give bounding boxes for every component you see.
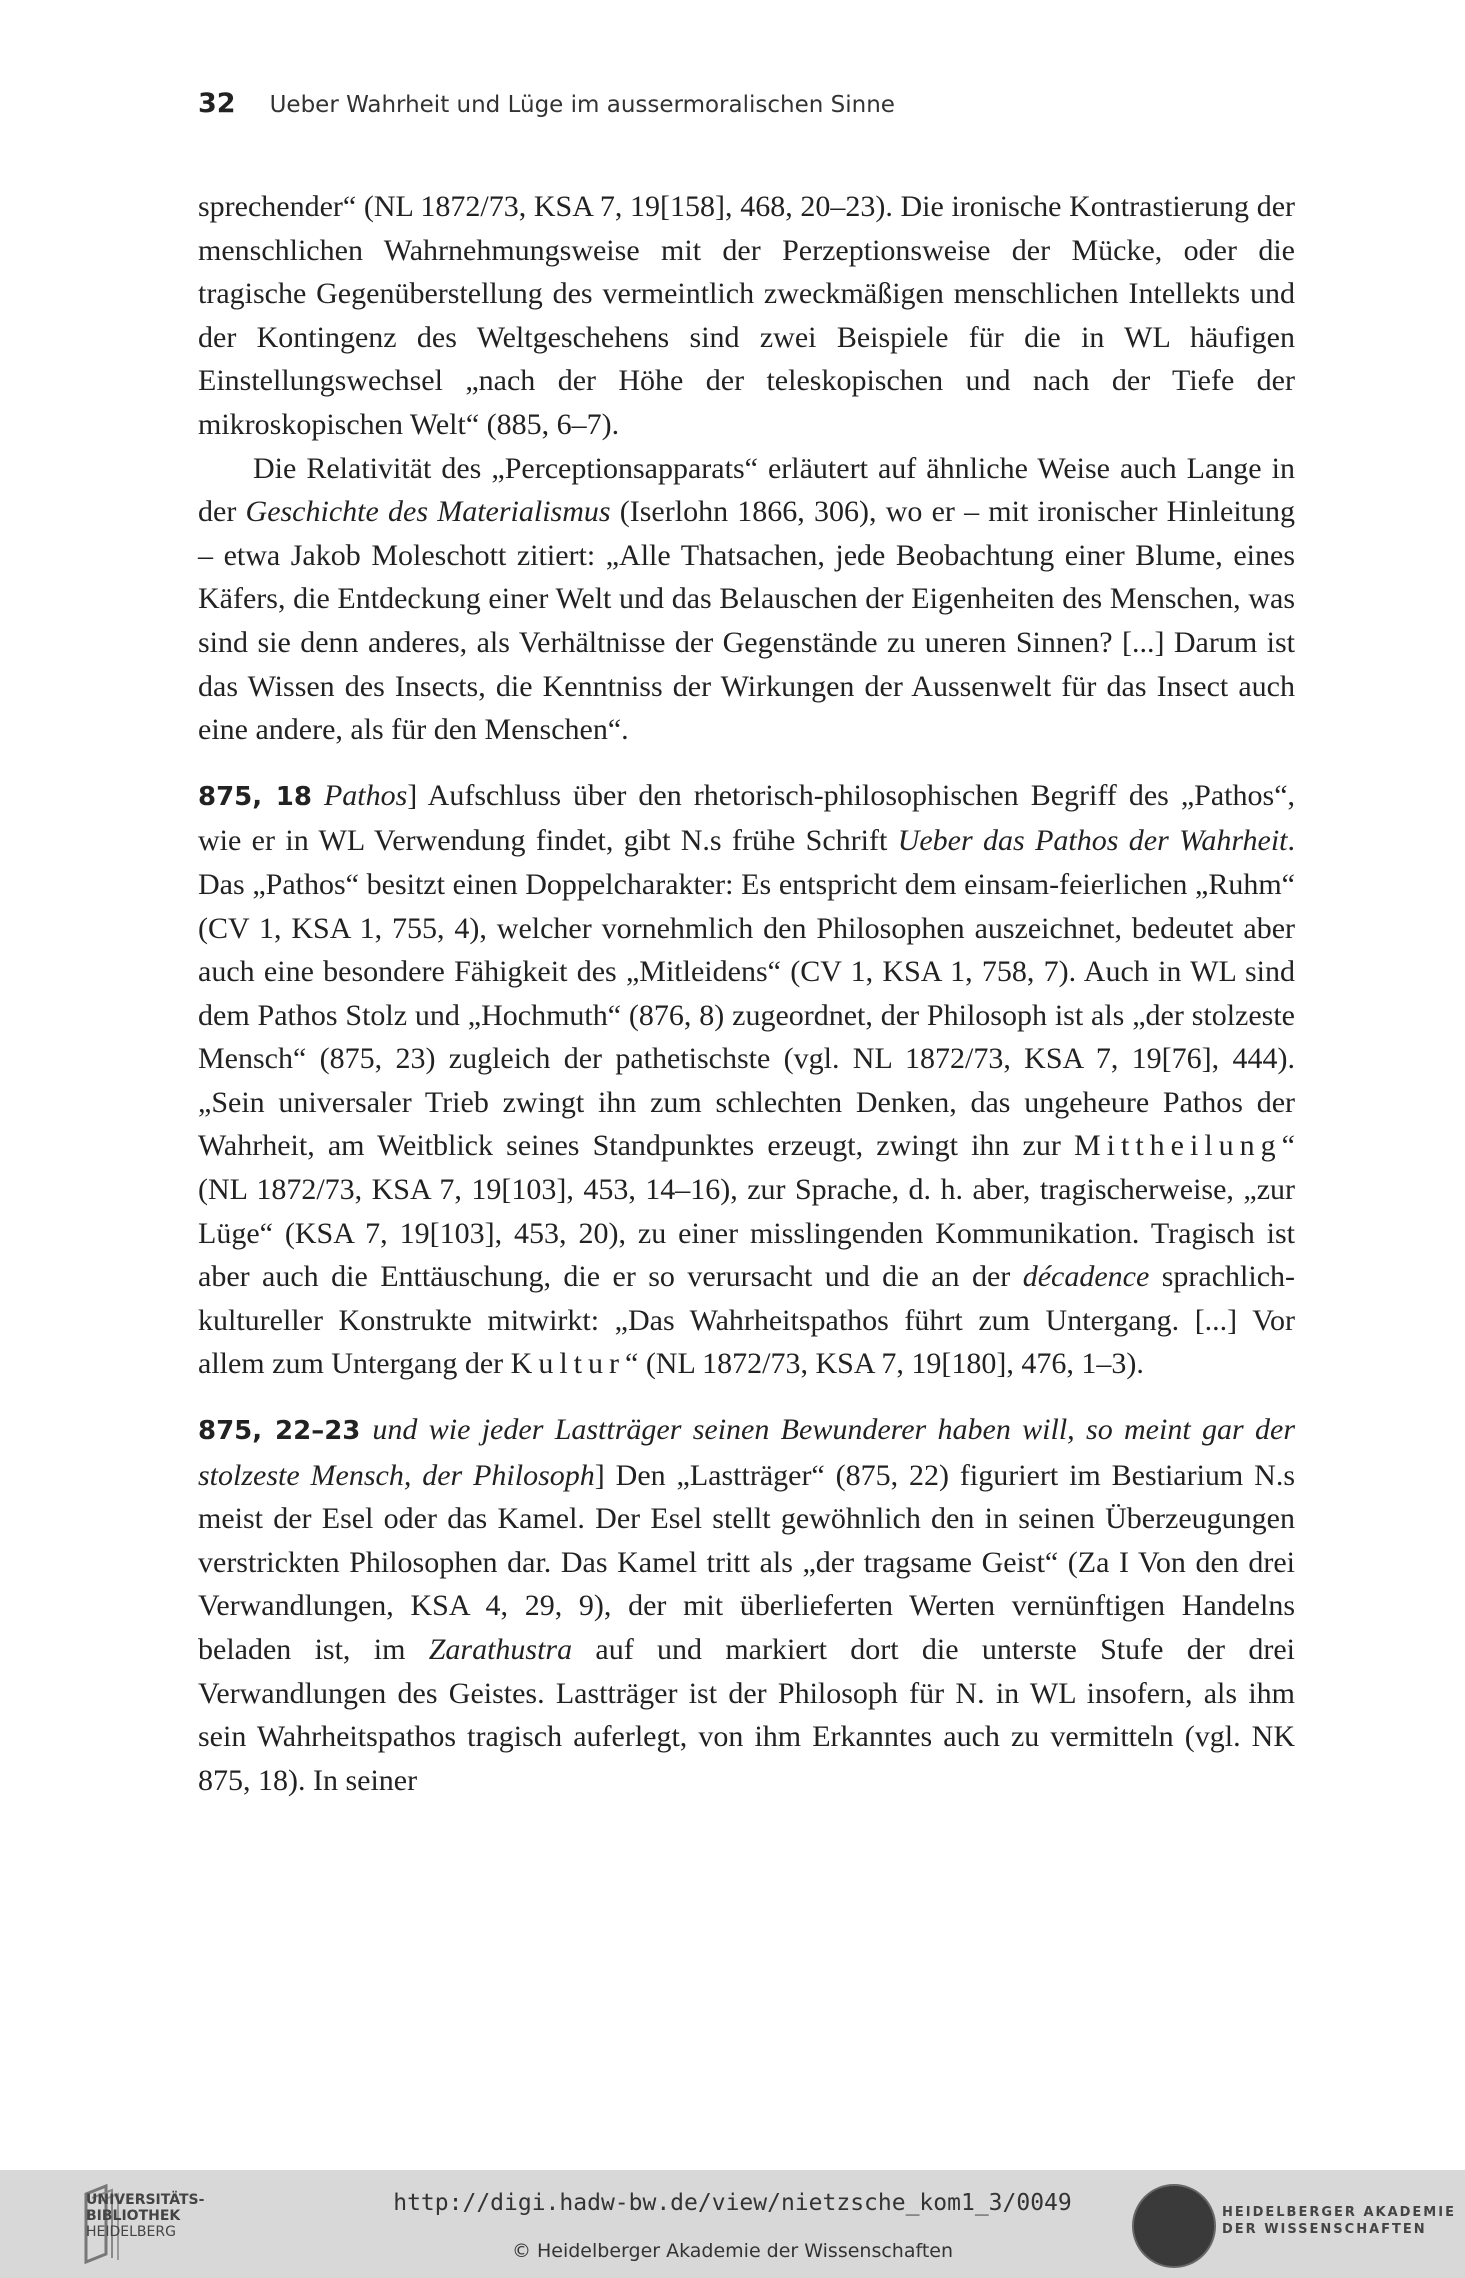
academy-line: DER WISSENSCHAFTEN: [1222, 2222, 1427, 2237]
line-reference: 875, 22–23: [198, 1416, 361, 1447]
text-run: (Iserlohn 1866, 306), wo er – mit ironischer Hinleitung – etwa Jakob Moleschott zitiert: „Alle Thatsachen, jede Beobachtung einer Blume, eines Käfers, die Entdeckung einer Welt und das Belauschen der Eigenheiten des Menschen, was sind sie denn anderes, als Verhältnisse der Gegenstände zu uneren Sinnen? [...] Darum ist das Wissen des Insects, die Kenntniss der Wirkungen der Aussenwelt für das Insect auch eine andere, als für den Menschen“.: [198, 495, 1295, 747]
copyright-notice: © Heidelberger Akademie der Wissenschaften: [511, 2240, 954, 2262]
book-title: Geschichte des Materialismus: [245, 495, 611, 529]
running-head: [198, 88, 1298, 128]
line-reference: 875, 18: [198, 781, 312, 812]
library-line: UNIVERSITÄTS-: [86, 2192, 205, 2208]
text-run: auf und markiert dort die unterste Stufe der drei Verwandlungen des Geistes. Lastträger ist der Philosoph für N. in WL insofern, als ihm sein Wahrheitspathos tragisch auferlegt, von ihm Erkanntes auch zu vermitteln (vgl. NK 875, 18). In seiner: [198, 1633, 1295, 1797]
spaced-emphasis: Kultur: [510, 1347, 625, 1381]
text-run: Die Relativität des „Perceptionsapparats“ erläutert auf ähnliche Weise auch Lange in der: [198, 451, 1295, 529]
permalink-url[interactable]: http://digi.hadw-bw.de/view/nietzsche_kom1_3/0049: [393, 2190, 1072, 2216]
digitization-footer: [0, 2170, 1465, 2278]
paragraph-1: sprechender“ (NL 1872/73, KSA 7, 19[158], 468, 20–23). Die ironische Kontrastierung der menschlichen Wahrnehmungsweise mit der Perzeptionsweise der Mücke, oder die tragische Gegenüberstellung des vermeintlich zweckmäßigen menschlichen Intellekts und der Kontingenz des Weltgeschehens sind zwei Beispiele für die in WL häufigen Einstellungswechsel „nach der Höhe der teleskopischen und nach der Tiefe der mikroskopischen Welt“ (885, 6–7).: [198, 190, 1295, 441]
library-line: HEIDELBERG: [86, 2224, 176, 2240]
commentary-text: [198, 185, 1295, 1802]
lemma: und wie jeder Lastträger seinen Bewunderer haben will, so meint gar der stolzeste Mensch, der Philosoph: [198, 1413, 1295, 1492]
text-run: “ (NL 1872/73, KSA 7, 19[180], 476, 1–3).: [625, 1347, 1144, 1381]
text-run: sprachlich-kultureller Konstrukte mitwirkt: „Das Wahrheitspathos führt zum Untergang. [...] Vor allem zum Untergang der: [198, 1260, 1295, 1381]
book-title: Ueber das Pathos der Wahrheit: [897, 824, 1288, 858]
running-title: Ueber Wahrheit und Lüge im aussermoralischen Sinne: [269, 92, 895, 118]
commentary-entry-875-22-23: [198, 1408, 1295, 1802]
commentary-entry-875-18: [198, 774, 1295, 1386]
page-number: 32: [198, 88, 236, 119]
spaced-emphasis: Mittheilung: [1074, 1129, 1282, 1163]
text-run: “ (NL 1872/73, KSA 7, 19[103], 453, 14–16), zur Sprache, d. h. aber, tragischerweise, „zur Lüge“ (KSA 7, 19[103], 453, 20), zu einer misslingenden Kommunikation. Tragisch ist aber auch die Enttäuschung, die er so verursacht und die an der: [198, 1129, 1295, 1294]
text-run: ] Den „Lastträger“ (875, 22) figuriert im Bestiarium N.s meist der Esel oder das Kamel. Der Esel stellt gewöhnlich den in seinen Überzeugungen verstrickten Philosophen dar. Das Kamel tritt als „der tragsame Geist“ (Za I Von den drei Verwandlungen, KSA 4, 29, 9), der mit überlieferten Werten vernünftigen Handelns beladen ist, im: [198, 1458, 1295, 1666]
book-title: Zarathustra: [428, 1633, 573, 1666]
italic-term: décadence: [1022, 1260, 1150, 1294]
academy-line: HEIDELBERGER AKADEMIE: [1222, 2205, 1456, 2220]
text-run: ] Aufschluss über den rhetorisch-philosophischen Begriff des „Pathos“, wie er in WL Verwendung findet, gibt N.s frühe Schrift: [198, 778, 1296, 858]
paragraph-2: [198, 447, 1295, 752]
text-run: . Das „Pathos“ besitzt einen Doppelcharakter: Es entspricht dem einsam-feierlichen „Ruhm“ (CV 1, KSA 1, 755, 4), welcher vornehmlich den Philosophen auszeichnet, bedeutet aber auch eine besondere Fähigkeit des „Mitleidens“ (CV 1, KSA 1, 758, 7). Auch in WL sind dem Pathos Stolz und „Hochmuth“ (876, 8) zugeordnet, der Philosoph ist als „der stolzeste Mensch“ (875, 23) zugleich der pathetischste (vgl. NL 1872/73, KSA 7, 19[76], 444). „Sein universaler Trieb zwingt ihn zum schlechten Denken, das ungeheure Pathos der Wahrheit, am Weitblick seines Standpunktes erzeugt, zwingt ihn zur: [198, 824, 1295, 1163]
lemma: Pathos: [323, 778, 408, 812]
library-line: BIBLIOTHEK: [86, 2208, 181, 2224]
academy-name: [1222, 2204, 1456, 2238]
academy-seal-icon: [1132, 2184, 1216, 2268]
